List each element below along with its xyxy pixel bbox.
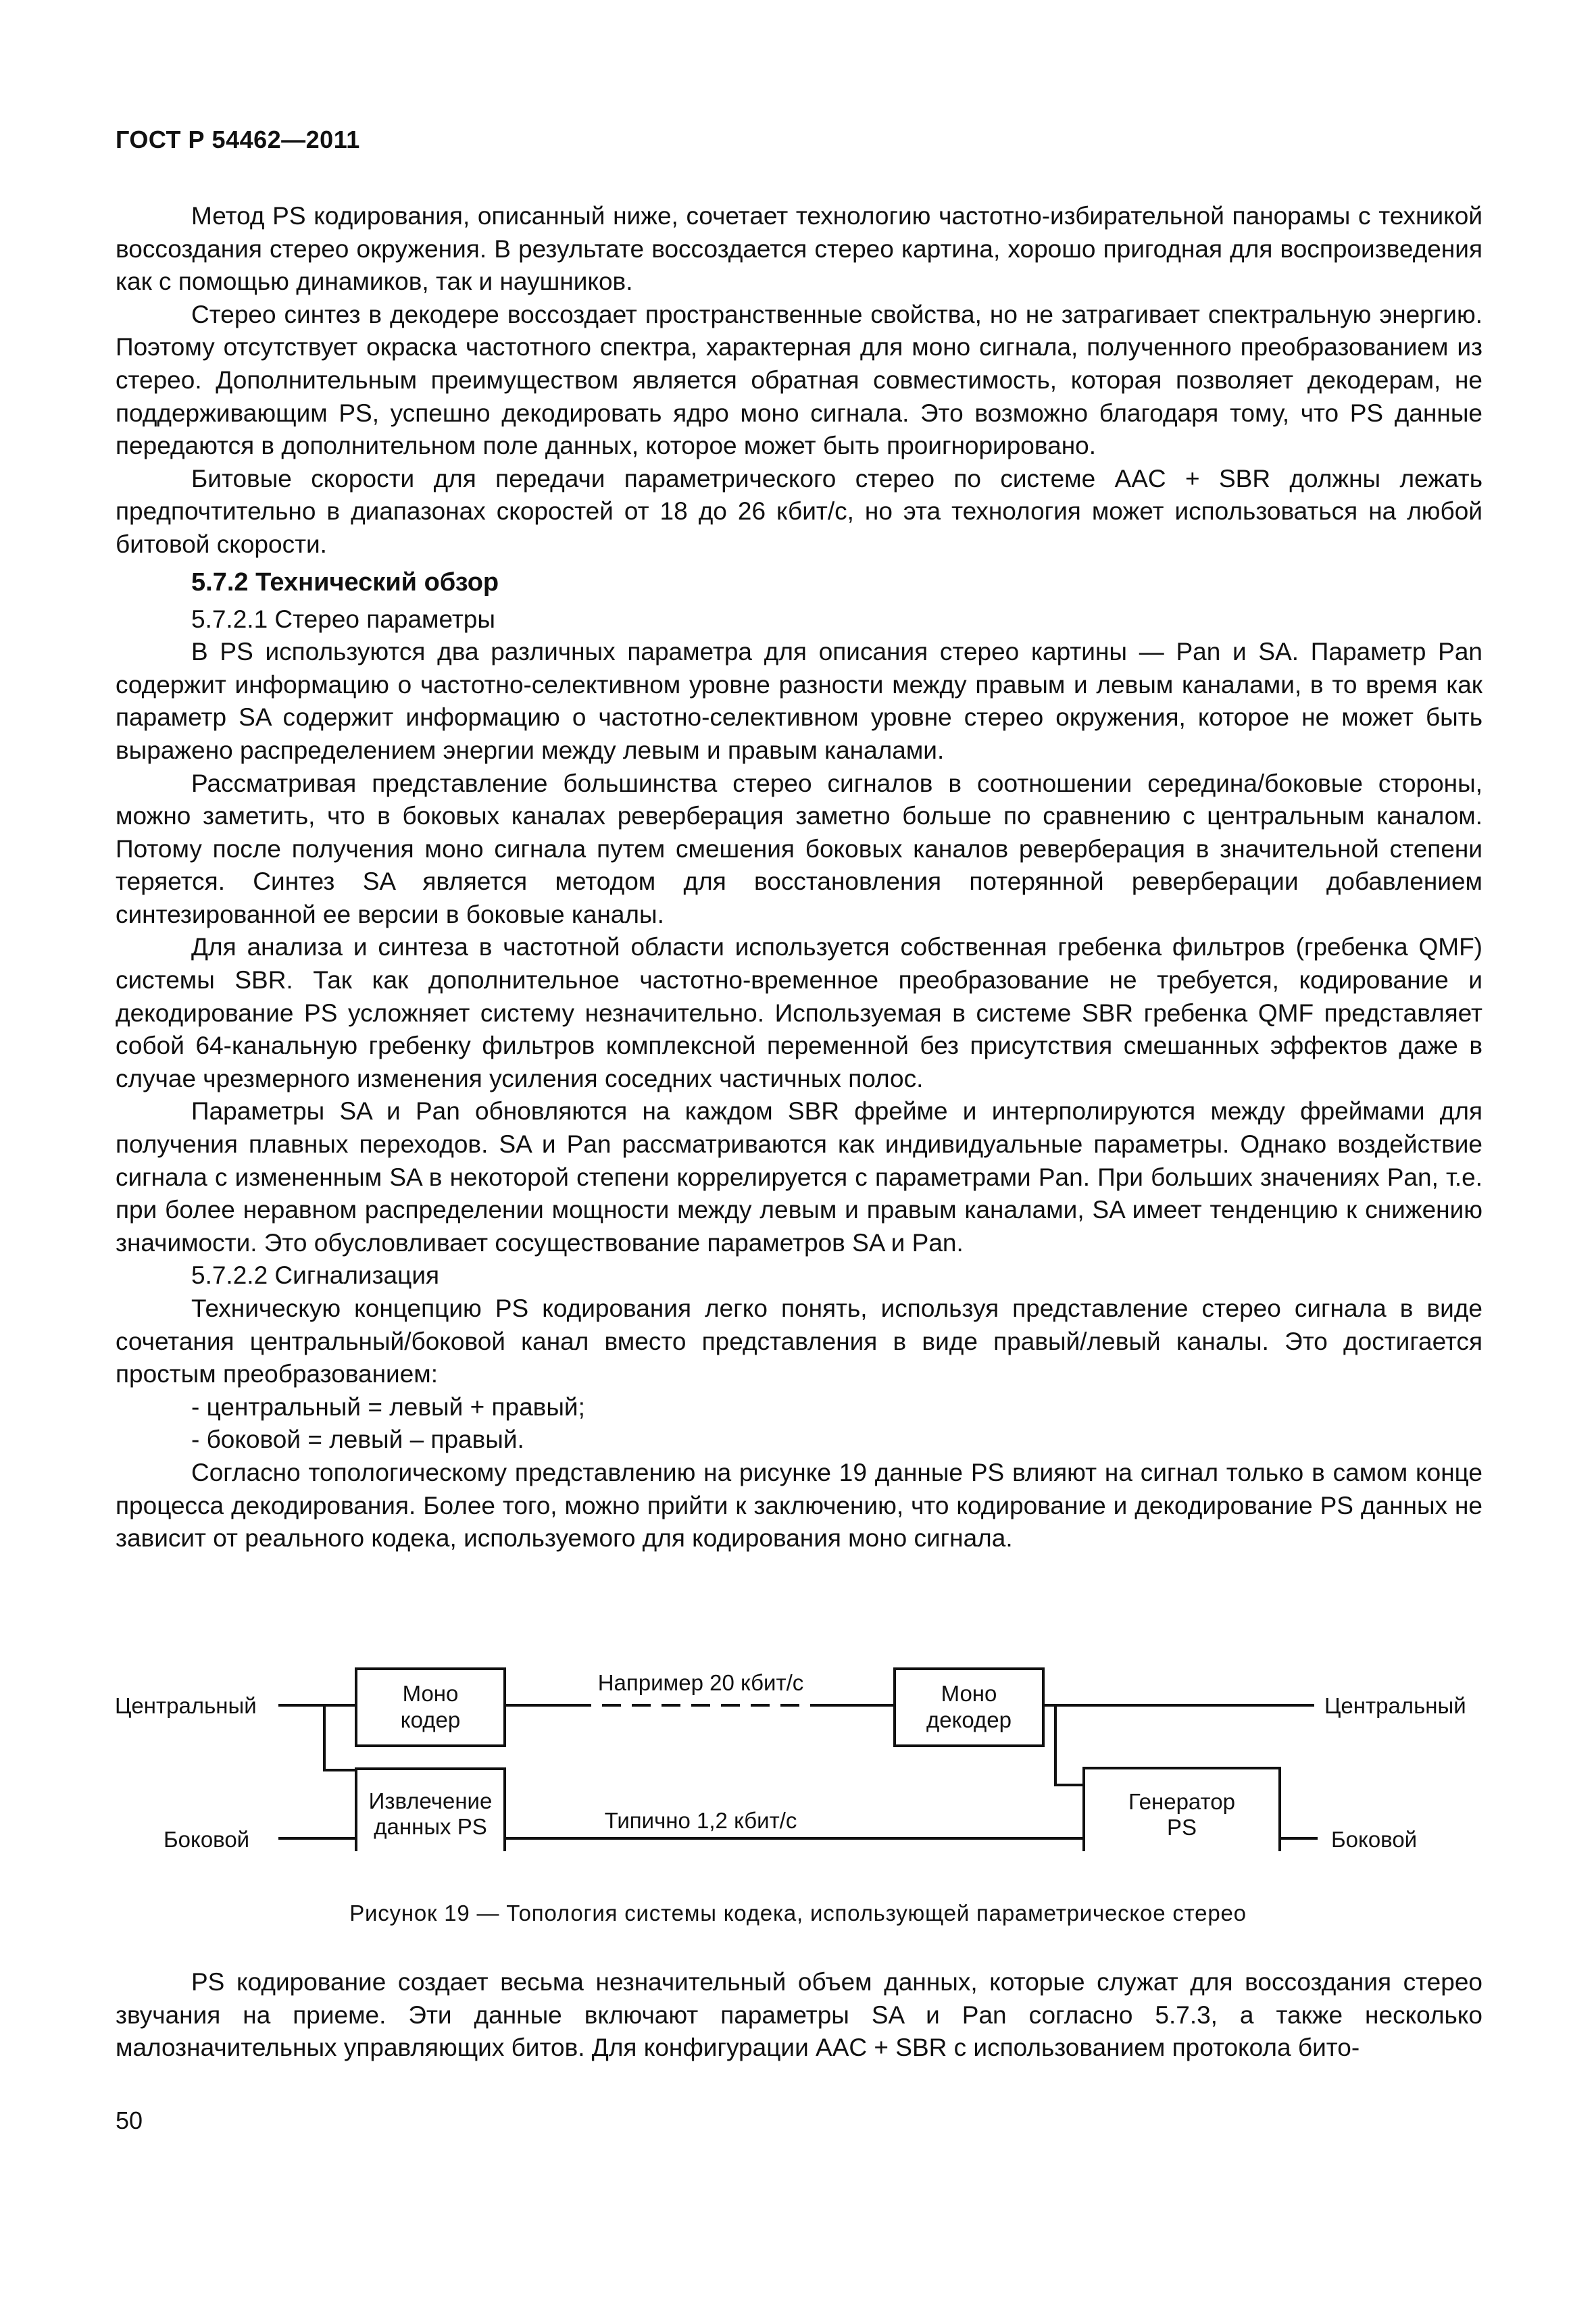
ps-extract-label-1: Извлечение [368,1788,493,1813]
left-side-label: Боковой [164,1827,250,1851]
subsection-title: 5.7.2.2 Сигнализация [191,1261,440,1290]
page-number: 50 [116,2107,143,2134]
bottom-text [116,1966,1482,2065]
codec-topology-diagram [101,1649,1507,1851]
paragraph: Битовые скорости для передачи параметрического стерео по системе AAC + SBR должны лежать предпочтительно в диапазонах скоростей от 18 до 26 кбит/с, но эта технология может использоваться на любой битовой скорости. [116,464,1482,558]
paragraph: Стерео синтез в декодере воссоздает пространственные свойства, но не затрагивает спектральную энергию. Поэтому отсутствует окраска частотного спектра, характерная для моно сигнала, полученного преобразованием из стерео. Дополнительным преимуществом является обратная совместимость, которая позволяет декодерам, не поддерживающим PS, успешно декодировать ядро моно сигнала. Это возможно благодаря тому, что PS данные передаются в дополнительном поле данных, которое может быть проигнорировано. [116,300,1482,460]
paragraph: Для анализа и синтеза в частотной области используется собственная гребенка фильтров (гребенка QMF) системы SBR. Так как дополнительное частотно-временное преобразование не требуется, кодирование и декодирование PS усложняет систему незначительно. Используемая в системе SBR гребенка QMF представляет собой 64-канальную гребенку фильтров комплексной переменной без присутствия смешанных эффектов даже в случае чрезмерного изменения усиления соседних частичных полос. [116,933,1482,1092]
mono-coder-label-1: Моно [402,1681,459,1706]
ps-generator-label-2: PS [1166,1815,1197,1840]
bottom-bitrate-label: Типично 1,2 кбит/с [604,1808,797,1833]
list-item: - центральный = левый + правый; [191,1392,585,1421]
ps-extract-label-2: данных PS [374,1814,487,1839]
list-item: - боковой = левый – правый. [191,1426,524,1454]
main-text [116,200,1482,1555]
ps-generator-label-1: Генератор [1128,1789,1236,1814]
figure-caption: Рисунок 19 — Топология системы кодека, использующей параметрическое стерео [349,1901,1247,1926]
paragraph: Согласно топологическому представлению на рисунке 19 данные PS влияют на сигнал только в самом конце процесса декодирования. Более того, можно прийти к заключению, что кодирование и декодирование PS данных не зависит от реального кодека, используемого для кодирования моно сигнала. [116,1458,1482,1553]
mono-coder-label-2: кодер [400,1707,461,1732]
paragraph: Метод PS кодирования, описанный ниже, сочетает технологию частотно-избирательной панорамы с техникой воссоздания стерео окружения. В результате воссоздается стерео картина, хорошо пригодная для воспроизведения как с помощью динамиков, так и наушников. [116,202,1482,296]
paragraph: Техническую концепцию PS кодирования легко понять, используя представление стерео сигнала в виде сочетания центральный/боковой канал вместо представления в виде правый/левый каналы. Это достигается простым преобразованием: [116,1294,1482,1388]
subsection-title: 5.7.2.1 Стерео параметры [191,605,495,633]
mono-decoder-label-2: декодер [926,1707,1012,1732]
right-center-label: Центральный [1324,1693,1466,1718]
document-header: ГОСТ Р 54462—2011 [116,126,360,153]
paragraph: Параметры SA и Pan обновляются на каждом SBR фрейме и интерполируются между фреймами для получения плавных переходов. SA и Pan рассматриваются как индивидуальные параметры. Однако воздействие сигнала с измененным SA в некоторой степени коррелируется с параметрами Pan. При больших значениях Pan, т.е. при более неравном распределении мощности между левым и правым каналами, SA имеет тенденцию к снижению значимости. Это обусловливает сосуществование параметров SA и Pan. [116,1097,1482,1257]
paragraph: PS кодирование создает весьма незначительный объем данных, которые служат для воссоздания стерео звучания на приеме. Эти данные включают параметры SA и Pan согласно 5.7.3, а также несколько малозначительных управляющих битов. Для конфигурации AAC + SBR с использованием протокола бито- [116,1968,1482,2062]
paragraph: В PS используются два различных параметра для описания стерео картины — Pan и SA. Параметр Pan содержит информацию о частотно-селективном уровне разности между правым и левым каналами, в то время как параметр SA содержит информацию о частотно-селективном уровне стерео окружения, которое не может быть выражено распределением энергии между левым и правым каналами. [116,638,1482,764]
codec-topology-figure [101,1649,1507,1851]
left-center-label: Центральный [115,1693,257,1718]
paragraph: Рассматривая представление большинства стерео сигналов в соотношении середина/боковые стороны, можно заметить, что в боковых каналах реверберация заметно больше по сравнению с центральным каналом. Потому после получения моно сигнала путем смешения боковых каналов реверберация в значительной степени теряется. Синтез SA является методом для восстановления потерянной реверберации добавлением синтезированной ее версии в боковые каналы. [116,769,1482,928]
decoder-branch-line [1055,1705,1084,1785]
top-bitrate-label: Например 20 кбит/с [597,1670,804,1695]
right-side-label: Боковой [1331,1827,1418,1851]
center-branch-line [324,1705,356,1770]
section-heading: 5.7.2 Технический обзор [191,568,499,597]
mono-decoder-label-1: Моно [941,1681,997,1706]
